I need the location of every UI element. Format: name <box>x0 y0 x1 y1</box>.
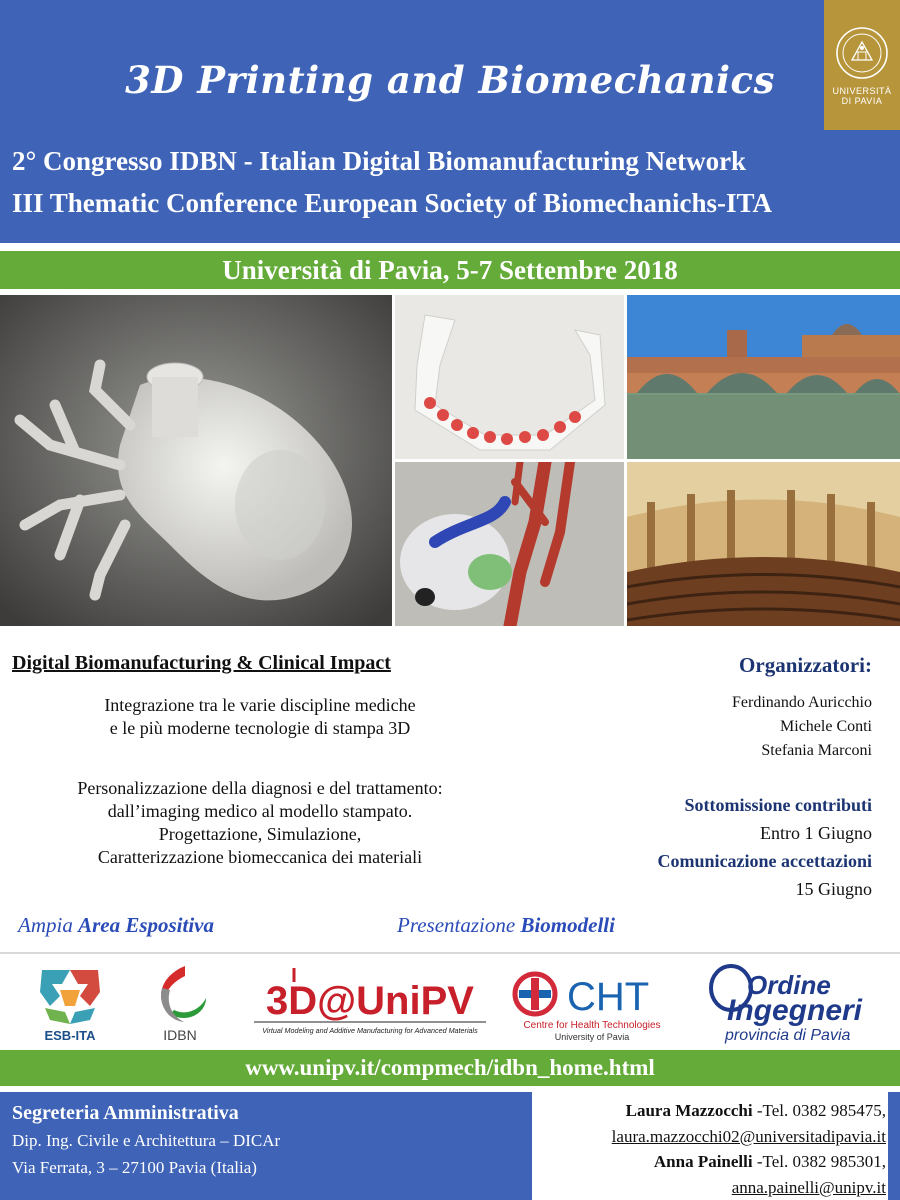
badge-line-1: UNIVERSITÀ <box>832 86 892 96</box>
biomodels-word-2: Biomodelli <box>520 913 615 937</box>
ordine-ingegneri-logo <box>705 962 890 1044</box>
ordine-line-2: Ingegneri <box>727 994 863 1027</box>
sponsor-logos-strip <box>0 952 900 1047</box>
university-lecture-hall-photo <box>627 462 900 626</box>
university-badge <box>824 0 900 130</box>
contact-2-tel: -Tel. 0382 985301, <box>752 1152 886 1171</box>
3d-unipv-tagline: Virtual Modeling and Additive Manufacturing for Advanced Materials <box>262 1026 478 1035</box>
contacts-block <box>532 1092 888 1200</box>
cht-logo <box>505 962 680 1044</box>
contact-1-name: Laura Mazzocchi <box>625 1101 753 1120</box>
university-seal-icon <box>835 26 889 80</box>
organizer-name: Ferdinando Auricchio <box>732 694 872 711</box>
secretariat-title: Segreteria Amministrativa <box>12 1102 239 1124</box>
exhibition-word-1: Ampia <box>18 913 73 937</box>
biomodels-highlight <box>397 913 615 938</box>
secretariat-block <box>12 1099 280 1181</box>
integration-line-1: Integrazione tra le varie discipline mediche <box>104 695 416 715</box>
esb-ita-logo <box>30 962 110 1044</box>
acceptance-title: Comunicazione accettazioni <box>657 851 872 871</box>
ordine-line-1: Ordine <box>747 970 831 1000</box>
contact-2-email[interactable]: anna.painelli@unipv.it <box>731 1177 886 1197</box>
personalization-line-2: dall’imaging medico al modello stampato. <box>107 801 413 821</box>
idbn-logo <box>140 962 220 1044</box>
contact-1-email-row <box>532 1124 886 1150</box>
idbn-text: IDBN <box>163 1027 197 1043</box>
cht-line-1: Centre for Health Technologies <box>523 1020 661 1031</box>
contact-1-email[interactable]: laura.mazzocchi02@universitadipavia.it <box>611 1126 886 1146</box>
department-line: Dip. Ing. Civile e Architettura – DICAr <box>12 1131 281 1150</box>
integration-text-block <box>0 694 520 740</box>
integration-line-2: e le più moderne tecnologie di stampa 3D <box>109 718 411 738</box>
subtitle-congress: 2° Congresso IDBN - Italian Digital Biomanufacturing Network <box>12 146 747 176</box>
contact-2 <box>532 1149 886 1175</box>
badge-line-2: DI PAVIA <box>841 96 883 106</box>
esb-ita-text: ESB-ITA <box>44 1028 96 1043</box>
ponte-coperto-pavia-photo <box>627 295 900 459</box>
personalization-text-block <box>0 777 520 869</box>
submission-title: Sottomissione contributi <box>684 795 872 815</box>
organizers-list <box>732 691 872 763</box>
contact-2-name: Anna Painelli <box>653 1152 753 1171</box>
organizer-name: Michele Conti <box>780 718 872 735</box>
header-band <box>0 0 900 243</box>
exhibition-area-highlight <box>18 913 214 938</box>
section-title: Digital Biomanufacturing & Clinical Impact <box>12 652 391 674</box>
3d-printed-heart-photo <box>0 295 392 626</box>
exhibition-word-2: Area Espositiva <box>78 913 215 937</box>
3d-unipv-logo <box>250 962 490 1044</box>
biomodels-word-1: Presentazione <box>397 913 516 937</box>
personalization-line-1: Personalizzazione della diagnosi e del trattamento: <box>77 778 443 798</box>
3d-printed-mandible-photo <box>395 295 624 459</box>
subtitle-conference: III Thematic Conference European Society of Biomechanichs-ITA <box>12 188 772 218</box>
address-line: Via Ferrata, 3 – 27100 Pavia (Italia) <box>12 1158 257 1177</box>
organizer-name: Stefania Marconi <box>761 742 872 759</box>
ordine-line-3: provincia di Pavia <box>725 1027 851 1044</box>
contact-1 <box>532 1098 886 1124</box>
3d-unipv-text: 3D@UniPV <box>266 979 474 1023</box>
footer-band <box>0 1092 900 1200</box>
cht-line-2: University of Pavia <box>554 1032 630 1042</box>
acceptance-date: 15 Giugno <box>795 879 872 899</box>
personalization-line-3: Progettazione, Simulazione, <box>158 824 362 844</box>
badge-text <box>832 86 891 106</box>
submission-deadline: Entro 1 Giugno <box>760 823 872 843</box>
website-url[interactable]: www.unipv.it/compmech/idbn_home.html <box>0 1050 900 1086</box>
organizers-title: Organizzatori: <box>739 653 872 677</box>
contact-2-email-row <box>532 1175 886 1200</box>
personalization-line-4: Caratterizzazione biomeccanica dei materiali <box>97 847 423 867</box>
3d-printed-organ-model-photo <box>395 462 624 626</box>
cht-text: CHT <box>567 975 650 1019</box>
contact-1-tel: -Tel. 0382 985475, <box>752 1101 886 1120</box>
venue-band: Università di Pavia, 5-7 Settembre 2018 <box>0 251 900 289</box>
poster-title: 3D Printing and Biomechanics <box>125 58 775 102</box>
